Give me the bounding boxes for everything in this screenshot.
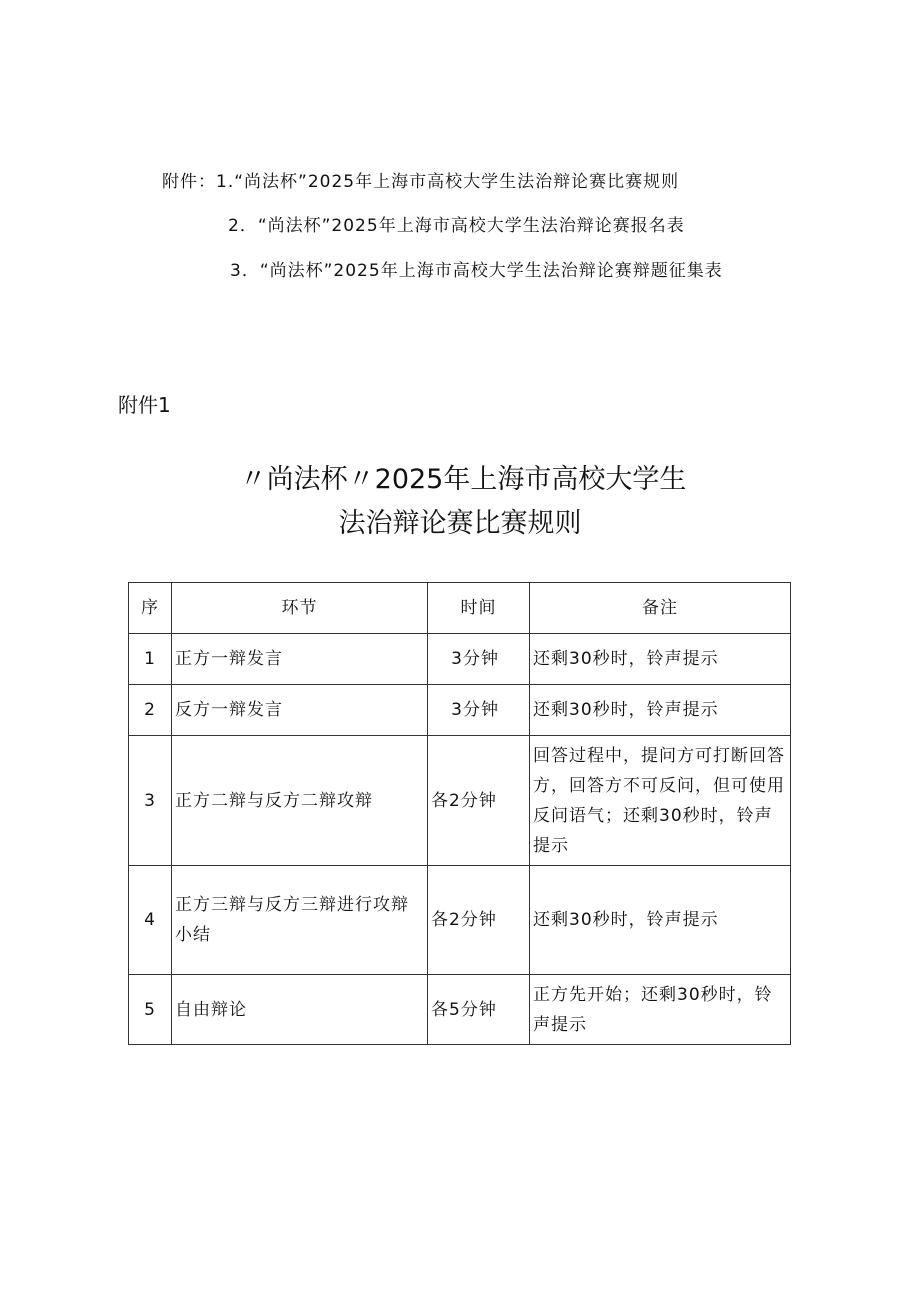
row-note: 还剩30秒时，铃声提示 <box>530 866 791 975</box>
row-time: 3分钟 <box>428 685 530 736</box>
table-row <box>129 975 791 1045</box>
header-seq: 序 <box>129 583 172 634</box>
row-note: 正方先开始；还剩30秒时，铃声提示 <box>530 975 791 1045</box>
row-time: 各2分钟 <box>428 866 530 975</box>
table-row <box>129 685 791 736</box>
table-header-row <box>129 583 791 634</box>
row-step: 正方二辩与反方二辩攻辩 <box>172 736 428 866</box>
rules-table <box>128 582 791 1045</box>
row-step: 正方三辩与反方三辩进行攻辩小结 <box>172 866 428 975</box>
header-time: 时间 <box>428 583 530 634</box>
annex-label: 附件1 <box>118 393 171 417</box>
row-seq: 3 <box>129 736 172 866</box>
attachment-line-2: 2．“尚法杯”2025年上海市高校大学生法治辩论赛报名表 <box>228 216 685 236</box>
row-time: 各5分钟 <box>428 975 530 1045</box>
attachment-line-3: 3．“尚法杯”2025年上海市高校大学生法治辩论赛辩题征集表 <box>230 261 723 281</box>
row-seq: 2 <box>129 685 172 736</box>
attachment-line-1: 附件：1.“尚法杯”2025年上海市高校大学生法治辩论赛比赛规则 <box>162 172 680 192</box>
row-note: 回答过程中，提问方可打断回答方，回答方不可反问，但可使用反问语气；还剩30秒时，铃声提示 <box>530 736 791 866</box>
row-seq: 4 <box>129 866 172 975</box>
row-step: 正方一辩发言 <box>172 634 428 685</box>
row-step: 自由辩论 <box>172 975 428 1045</box>
row-note: 还剩30秒时，铃声提示 <box>530 634 791 685</box>
header-note: 备注 <box>530 583 791 634</box>
document-title-line-1: 〃尚法杯〃2025年上海市高校大学生 <box>239 464 687 495</box>
document-title-line-2: 法治辩论赛比赛规则 <box>338 508 582 539</box>
row-step: 反方一辩发言 <box>172 685 428 736</box>
row-seq: 1 <box>129 634 172 685</box>
table-row <box>129 736 791 866</box>
row-note: 还剩30秒时，铃声提示 <box>530 685 791 736</box>
table-row <box>129 866 791 975</box>
row-seq: 5 <box>129 975 172 1045</box>
row-time: 各2分钟 <box>428 736 530 866</box>
table-row <box>129 634 791 685</box>
header-step: 环节 <box>172 583 428 634</box>
row-time: 3分钟 <box>428 634 530 685</box>
